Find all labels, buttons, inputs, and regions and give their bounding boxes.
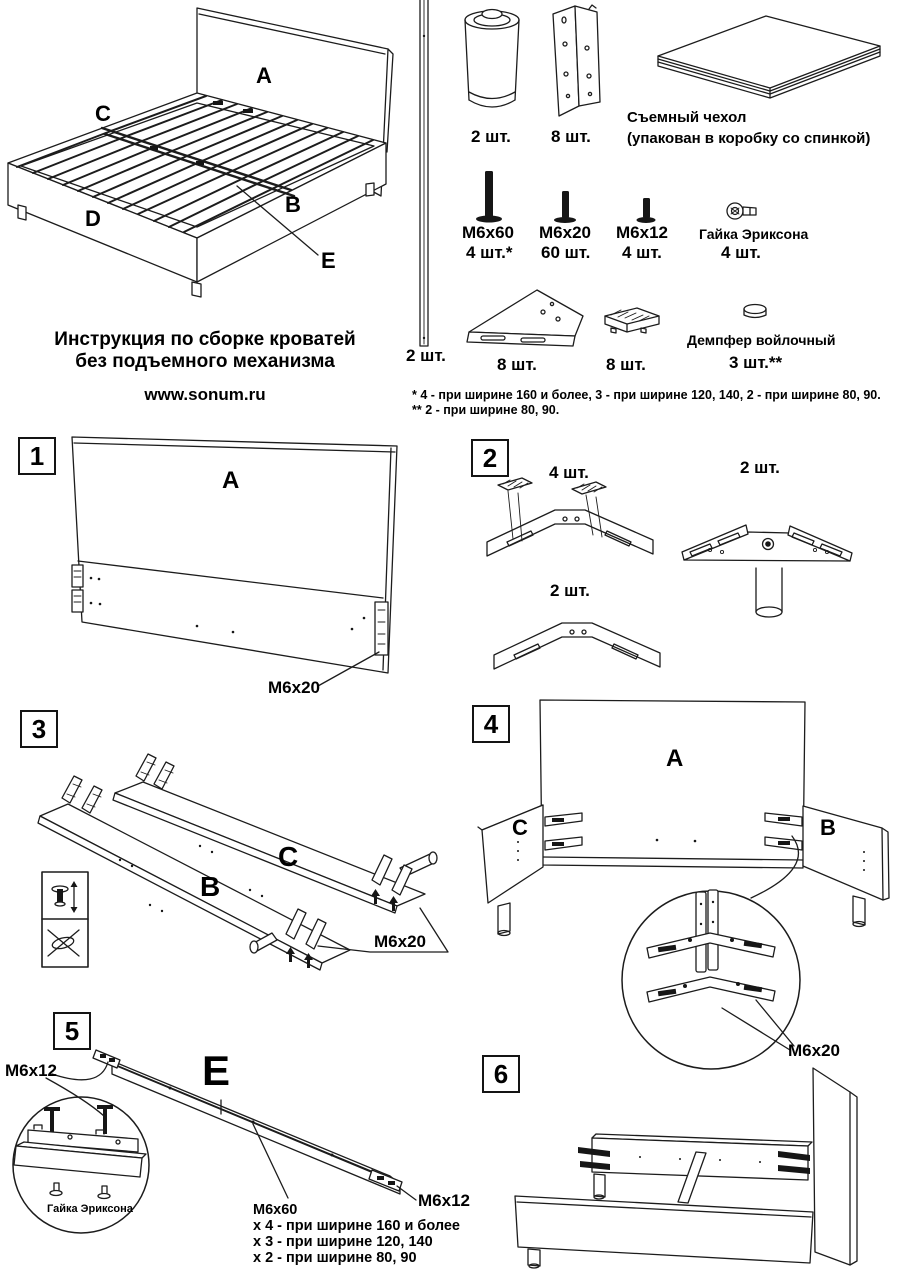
bolt-m6x20-qty: 60 шт. bbox=[541, 243, 591, 262]
step-5-bolt-note bbox=[253, 1202, 460, 1266]
step-5-bolt-opt-1: x 4 - при ширине 160 и более bbox=[253, 1218, 460, 1234]
pad-qty: 8 шт. bbox=[606, 355, 646, 374]
leg-qty: 2 шт. bbox=[471, 127, 511, 146]
bolt-m6x12-name: M6x12 bbox=[616, 223, 668, 242]
cover-name: Съемный чехол bbox=[627, 109, 747, 126]
step-5-bolt-name: M6x60 bbox=[253, 1202, 298, 1218]
step-2-leg-plate-qty: 2 шт. bbox=[740, 458, 780, 477]
step-4-screw-label: M6x20 bbox=[788, 1041, 840, 1060]
step-3-diagram bbox=[0, 700, 460, 1000]
step-3-label-b: B bbox=[200, 871, 221, 902]
footnote-2: ** 2 - при ширине 80, 90. bbox=[412, 403, 560, 417]
step-3-label-c: C bbox=[278, 841, 299, 872]
step-3-number-text: 3 bbox=[31, 713, 47, 744]
overview-label-d: D bbox=[85, 206, 101, 231]
step-6-number-text: 6 bbox=[493, 1058, 509, 1089]
overview-label-b: B bbox=[285, 192, 301, 217]
corner-bracket-part-icon bbox=[545, 2, 605, 120]
damper-name: Демпфер войлочный bbox=[687, 332, 836, 348]
website-url: www.sonum.ru bbox=[144, 385, 266, 404]
step-1-diagram bbox=[55, 430, 450, 708]
step-5-screw-left-label: M6x12 bbox=[5, 1061, 57, 1080]
step-1-number bbox=[18, 437, 56, 475]
step-6-diagram bbox=[460, 1040, 900, 1280]
step-2-diagram bbox=[460, 440, 900, 680]
page-title bbox=[30, 329, 380, 373]
erikson-nut-name: Гайка Эриксона bbox=[699, 226, 809, 242]
title-line-2: без подъемного механизма bbox=[75, 351, 335, 372]
step-5-bolt-opt-2: x 3 - при ширине 120, 140 bbox=[253, 1234, 433, 1250]
corner-bracket-qty: 8 шт. bbox=[551, 127, 591, 146]
overview-label-e: E bbox=[321, 248, 336, 273]
bolt-m6x12-qty: 4 шт. bbox=[622, 243, 662, 262]
step-2-pads-qty: 4 шт. bbox=[549, 463, 589, 482]
damper-qty: 3 шт.** bbox=[729, 353, 783, 372]
side-strip-qty: 2 шт. bbox=[406, 346, 446, 365]
step-4-label-c: C bbox=[512, 815, 528, 840]
overview-label-a: A bbox=[256, 63, 272, 88]
step-2-plate-qty: 2 шт. bbox=[550, 581, 590, 600]
bed-overview-diagram bbox=[0, 0, 440, 310]
side-strip-part bbox=[416, 0, 438, 356]
step-1-label-a: A bbox=[222, 467, 240, 494]
step-5-bolt-opt-3: x 2 - при ширине 80, 90 bbox=[253, 1250, 417, 1266]
step-4-label-b: B bbox=[820, 815, 836, 840]
overview-label-c: C bbox=[95, 101, 111, 126]
step-5-label-e: E bbox=[202, 1047, 231, 1094]
title-line-1: Инструкция по сборке кроватей bbox=[54, 329, 356, 350]
cover-part-icon bbox=[648, 8, 888, 120]
leg-part-icon bbox=[460, 4, 524, 122]
step-4-number-text: 4 bbox=[483, 708, 499, 739]
cover-note: (упакован в коробку со спинкой) bbox=[627, 130, 871, 147]
step-1-screw-label: M6x20 bbox=[268, 678, 320, 697]
step-3-screw-label: M6x20 bbox=[374, 932, 426, 951]
step-5-screw-right-label: M6x12 bbox=[418, 1191, 470, 1210]
plate-bracket-qty: 8 шт. bbox=[497, 355, 537, 374]
footnote-1: * 4 - при ширине 160 и более, 3 - при ширине 120, 140, 2 - при ширине 80, 90. bbox=[412, 388, 881, 402]
bolt-m6x60-name: M6x60 bbox=[462, 223, 514, 242]
bolt-m6x20-name: M6x20 bbox=[539, 223, 591, 242]
step-5-number-text: 5 bbox=[64, 1015, 80, 1046]
step-2-number-text: 2 bbox=[482, 442, 498, 473]
erikson-nut-qty: 4 шт. bbox=[721, 243, 761, 262]
step-4-label-a: A bbox=[666, 745, 684, 772]
bolts-row-icons bbox=[455, 168, 785, 230]
step-5-nut-label: Гайка Эриксона bbox=[47, 1203, 133, 1215]
step-1-number-text: 1 bbox=[29, 440, 45, 471]
bolt-m6x60-qty: 4 шт.* bbox=[466, 243, 513, 262]
